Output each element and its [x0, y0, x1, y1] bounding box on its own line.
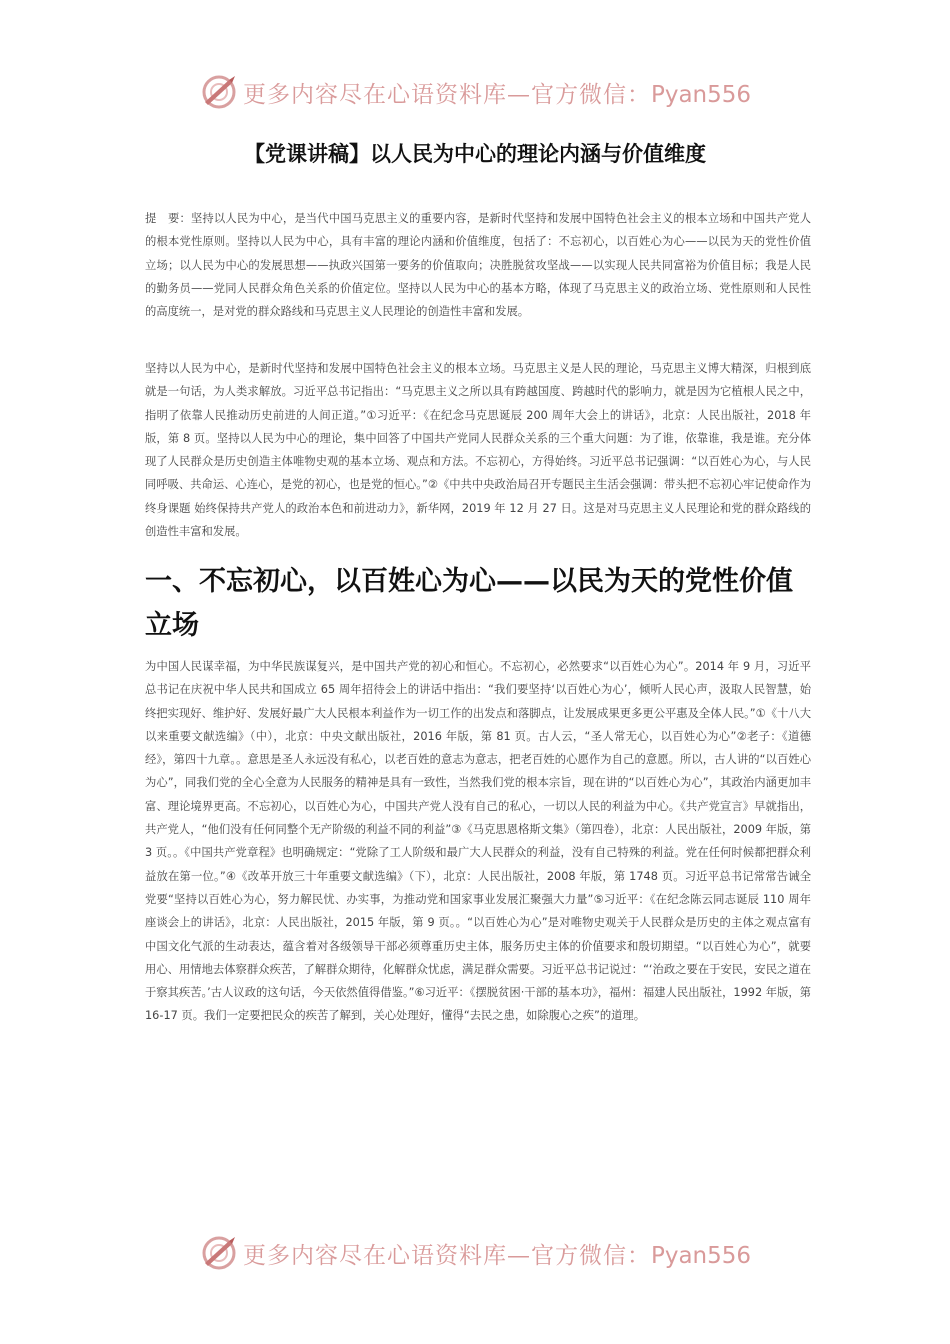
intro-paragraph: 坚持以人民为中心，是新时代坚持和发展中国特色社会主义的根本立场。马克思主义是人民的理论，马克思主义博大精深，归根到底就是一句话，为人类求解放。习近平总书记指出：“马克思主义之所以具有跨越国度、跨越时代的影响力，就是因为它植根人民之中，指明了依靠人民推动历史前进的人间正道。”①习近平：《在纪念马克思诞辰 200 周年大会上的讲话》，北京：人民出版社，2018 年版，第 8 页。坚持以人民为中心的理论，集中回答了中国共产党同人民群众关系的三个重大问题：为了谁，依靠谁，我是谁。充分体现了人民群众是历史创造主体唯物史观的基本立场、观点和方法。不忘初心，方得始终。习近平总书记强调：“以百姓心为心，与人民同呼吸、共命运、心连心，是党的初心，也是党的恒心。”②《中共中央政治局召开专题民主生活会强调：带头把不忘初心牢记使命作为终身课题 始终保持共产党人的政治本色和前进动力》，新华网，2019 年 12 月 27 日。这是对马克思主义人民理论和党的群众路线的创造性丰富和发展。 [145, 362, 811, 539]
document-title: 【党课讲稿】以人民为中心的理论内涵与价值维度 [244, 142, 706, 166]
logo-icon [199, 72, 239, 112]
abstract-paragraph: 提 要：坚持以人民为中心，是当代中国马克思主义的重要内容，是新时代坚持和发展中国特色社会主义的根本立场和中国共产党人的根本党性原则。坚持以人民为中心，具有丰富的理论内涵和价值维度，包括了：不忘初心，以百姓心为心——以民为天的党性价值立场；以人民为中心的发展思想——执政兴国第一要务的价值取向；决胜脱贫攻坚战——以实现人民共同富裕为价值目标；我是人民的勤务员——党同人民群众角色关系的价值定位。坚持以人民为中心的基本方略，体现了马克思主义的政治立场、党性原则和人民性的高度统一，是对党的群众路线和马克思主义人民理论的创造性丰富和发展。 [145, 212, 811, 319]
footer-banner [0, 1233, 950, 1273]
banner-handle: Pyan556 [650, 1242, 752, 1269]
logo-icon [199, 1233, 239, 1273]
banner-text: 更多内容尽在心语资料库—官方微信：Pyan556 [242, 1242, 752, 1269]
banner-text: 更多内容尽在心语资料库—官方微信：Pyan556 [242, 81, 752, 108]
header-banner [0, 72, 950, 112]
banner-handle: Pyan556 [650, 81, 752, 108]
section-body-paragraph: 为中国人民谋幸福，为中华民族谋复兴，是中国共产党的初心和恒心。不忘初心，必然要求“以百姓心为心”。2014 年 9 月，习近平总书记在庆祝中华人民共和国成立 65 周年招待会上的讲话中指出：“我们要坚持‘以百姓心为心’，倾听人民心声，汲取人民智慧，始终把实现好、维护好、发展好最广大人民根本利益作为一切工作的出发点和落脚点，让发展成果更多更公平惠及全体人民。”①《十八大以来重要文献选编》（中），北京：中央文献出版社，2016 年版，第 81 页。古人云，“圣人常无心，以百姓心为心”②老子：《道德经》，第四十九章。。意思是圣人永远没有私心，以老百姓的意志为意志，把老百姓的心愿作为自己的意愿。所以，古人讲的“以百姓心为心”，同我们党的全心全意为人民服务的精神是具有一致性，当然我们党的根本宗旨，现在讲的“以百姓心为心”，其政治内涵更加丰富、理论境界更高。不忘初心，以百姓心为心，中国共产党人没有自己的私心，一切以人民的利益为中心。《共产党宣言》早就指出，共产党人，“他们没有任何同整个无产阶级的利益不同的利益”③《马克思恩格斯文集》（第四卷），北京：人民出版社，2009 年版，第 3 页。。《中国共产党章程》也明确规定：“党除了工人阶级和最广大人民群众的利益，没有自己特殊的利益。党在任何时候都把群众利益放在第一位。”④《改革开放三十年重要文献选编》（下），北京：人民出版社，2008 年版，第 1748 页。习近平总书记常常告诫全党要“坚持以百姓心为心，努力解民忧、办实事，为推动党和国家事业发展汇聚强大力量”⑤习近平：《在纪念陈云同志诞辰 110 周年座谈会上的讲话》，北京：人民出版社，2015 年版，第 9 页。。“以百姓心为心”是对唯物史观关于人民群众是历史的主体之观点富有中国文化气派的生动表达，蕴含着对各级领导干部必须尊重历史主体，服务历史主体的价值要求和殷切期望。“以百姓心为心”，就要用心、用情地去体察群众疾苦，了解群众期待，化解群众忧虑，满足群众需要。习近平总书记说过：“‘治政之要在于安民，安民之道在于察其疾苦。’古人议政的这句话，今天依然值得借鉴。”⑥习近平：《摆脱贫困·干部的基本功》，福州：福建人民出版社，1992 年版，第 16-17 页。我们一定要把民众的疾苦了解到，关心处理好，懂得“去民之患，如除腹心之疾”的道理。 [145, 660, 811, 1023]
section-heading: 一、不忘初心，以百姓心为心——以民为天的党性价值立场 [145, 566, 793, 641]
